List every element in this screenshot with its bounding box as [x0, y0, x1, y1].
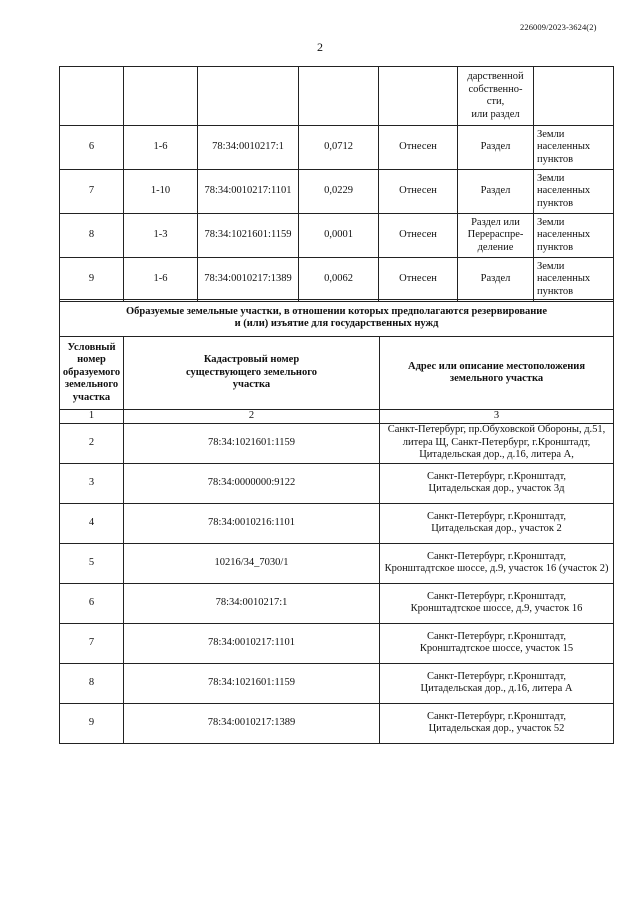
plot-number-cell: 5 — [60, 543, 124, 583]
plot-number-cell: 2 — [60, 423, 124, 463]
header-line: земельного участка — [449, 373, 544, 384]
cell-line: Раздел — [480, 185, 511, 197]
heading-line: Образуемые земельные участки, в отношении которых предполагаются резервирование — [126, 305, 547, 317]
cell-line: Цитадельская дор., участок 52 — [428, 723, 565, 734]
cadastral-number-cell: 78:34:0000000:9122 — [124, 463, 380, 503]
cell-line: Санкт-Петербург, г.Кронштадт, — [427, 670, 567, 682]
cell-line: собственно- — [468, 83, 523, 95]
cell-line: Санкт-Петербург, г.Кронштадт, — [427, 710, 567, 722]
cell-line: пунктов — [537, 197, 574, 209]
row-number-cell: 8 — [60, 214, 124, 258]
table-row — [60, 463, 614, 503]
table-row — [60, 126, 614, 170]
area-cell: 0,0712 — [299, 126, 379, 170]
heading-line: и (или) изъятие для государственных нужд — [234, 318, 439, 329]
cell-line: сти, — [486, 96, 505, 107]
table-row — [60, 703, 614, 743]
cadastral-number-cell: 78:34:0010217:1389 — [124, 703, 380, 743]
code-cell: 1-3 — [124, 214, 198, 258]
address-cell — [380, 583, 614, 623]
code-cell: 1-10 — [124, 170, 198, 214]
cell-line: Раздел или — [471, 216, 520, 228]
cell-line: Цитадельская дор., участок 3д — [428, 483, 565, 494]
land-category-cell — [534, 126, 614, 170]
cell-line: Земли — [537, 172, 565, 184]
cell-line: Санкт-Петербург, г.Кронштадт, — [427, 510, 567, 522]
table-heading — [60, 300, 614, 337]
area-cell: 0,0229 — [299, 170, 379, 214]
col-header-plot-number — [60, 337, 124, 410]
table-row — [60, 170, 614, 214]
table-cell — [534, 67, 614, 126]
cell-line: Санкт-Петербург, г.Кронштадт, — [427, 590, 567, 602]
cell-line: литера Щ, Санкт-Петербург, г.Кронштадт, — [402, 436, 591, 448]
header-line: земельного — [64, 379, 119, 391]
ownership-method-cell — [458, 67, 534, 126]
table-row — [60, 258, 614, 302]
header-line: участка — [72, 391, 111, 403]
plot-number-cell: 4 — [60, 503, 124, 543]
cell-line: Кронштадтское шоссе, д.9, участок 16 — [410, 603, 583, 614]
method-cell — [458, 214, 534, 258]
column-number-row — [60, 410, 614, 424]
cell-line: Цитадельская дор., участок 2 — [431, 523, 562, 534]
plot-number-cell: 8 — [60, 663, 124, 703]
cell-line: пунктов — [537, 153, 574, 165]
cell-line: Раздел — [480, 273, 511, 285]
header-line: образуемого — [62, 366, 121, 378]
table-row — [60, 623, 614, 663]
cell-line: Кронштадтское шоссе, участок 15 — [419, 643, 574, 654]
plot-number-cell: 3 — [60, 463, 124, 503]
cell-line: Цитадельская дор., д.16, литера А, — [419, 449, 574, 461]
land-category-cell — [534, 214, 614, 258]
row-number-cell: 9 — [60, 258, 124, 302]
cell-line: Земли — [537, 128, 565, 140]
reservation-plots-table — [59, 299, 614, 744]
cell-line: дарственной — [467, 71, 524, 82]
col-number: 1 — [60, 410, 124, 424]
address-cell — [380, 543, 614, 583]
table-row — [60, 583, 614, 623]
column-header-row — [60, 337, 614, 410]
land-category-cell — [534, 170, 614, 214]
header-line: Кадастровый номер — [203, 354, 300, 366]
continued-row — [60, 67, 614, 126]
address-cell — [380, 423, 614, 463]
cell-line: Санкт-Петербург, г.Кронштадт, — [427, 550, 567, 562]
col-header-address — [380, 337, 614, 410]
method-cell — [458, 170, 534, 214]
cadastral-number-cell: 78:34:0010216:1101 — [124, 503, 380, 543]
plot-number-cell: 9 — [60, 703, 124, 743]
header-line: существующего земельного — [186, 366, 317, 378]
cadastral-number-cell: 78:34:1021601:1159 — [124, 663, 380, 703]
cell-line: пунктов — [537, 241, 574, 253]
cadastral-number-cell: 78:34:0010217:1 — [198, 126, 299, 170]
address-cell — [380, 463, 614, 503]
address-cell — [380, 623, 614, 663]
cadastral-number-cell: 78:34:0010217:1389 — [198, 258, 299, 302]
code-cell: 1-6 — [124, 126, 198, 170]
cell-line: населенных — [537, 185, 591, 197]
cadastral-number-cell: 78:34:0010217:1 — [124, 583, 380, 623]
table-cell — [198, 67, 299, 126]
address-cell — [380, 503, 614, 543]
cell-line: Земли — [537, 216, 565, 228]
table-heading-row — [60, 300, 614, 337]
table-cell — [124, 67, 198, 126]
header-line: номер — [77, 354, 106, 366]
table-row — [60, 503, 614, 543]
method-cell — [458, 258, 534, 302]
cell-line: Санкт-Петербург, г.Кронштадт, — [427, 470, 567, 482]
table-row — [60, 663, 614, 703]
status-cell: Отнесен — [379, 170, 458, 214]
cell-line: Санкт-Петербург, пр.Обуховской Обороны, д.51, — [387, 424, 606, 436]
col-header-cadastral-number — [124, 337, 380, 410]
cell-line: пунктов — [537, 285, 574, 297]
cadastral-number-cell: 10216/34_7030/1 — [124, 543, 380, 583]
table-cell — [60, 67, 124, 126]
table-row — [60, 214, 614, 258]
address-cell — [380, 663, 614, 703]
cadastral-number-cell: 78:34:1021601:1159 — [198, 214, 299, 258]
col-number: 3 — [380, 410, 614, 424]
area-cell: 0,0062 — [299, 258, 379, 302]
document-number: 226009/2023-3624(2) — [520, 22, 597, 32]
cadastral-number-cell: 78:34:0010217:1101 — [198, 170, 299, 214]
status-cell: Отнесен — [379, 214, 458, 258]
area-cell: 0,0001 — [299, 214, 379, 258]
header-line: участка — [232, 379, 271, 391]
cell-line: Санкт-Петербург, г.Кронштадт, — [427, 630, 567, 642]
cell-line: Перераспре- — [467, 229, 524, 241]
cell-line: населенных — [537, 229, 591, 241]
method-cell — [458, 126, 534, 170]
cell-line: Раздел — [480, 141, 511, 153]
cell-line: Кронштадтское шоссе, д.9, участок 16 (участок 2) — [384, 563, 609, 574]
header-line: Условный — [67, 341, 116, 353]
status-cell: Отнесен — [379, 126, 458, 170]
row-number-cell: 7 — [60, 170, 124, 214]
plot-number-cell: 7 — [60, 623, 124, 663]
table-row — [60, 423, 614, 463]
cadastral-number-cell: 78:34:1021601:1159 — [124, 423, 380, 463]
table-cell — [379, 67, 458, 126]
page-number: 2 — [317, 40, 323, 54]
cadastral-number-cell: 78:34:0010217:1101 — [124, 623, 380, 663]
plot-number-cell: 6 — [60, 583, 124, 623]
cell-line: Цитадельская дор., д.16, литера А — [420, 683, 573, 694]
cell-line: или раздел — [471, 108, 520, 120]
cell-line: населенных — [537, 273, 591, 285]
cell-line: населенных — [537, 141, 591, 153]
cell-line: деление — [477, 241, 514, 253]
status-cell: Отнесен — [379, 258, 458, 302]
land-plots-table-continued — [59, 66, 614, 302]
land-category-cell — [534, 258, 614, 302]
table-cell — [299, 67, 379, 126]
address-cell — [380, 703, 614, 743]
col-number: 2 — [124, 410, 380, 424]
code-cell: 1-6 — [124, 258, 198, 302]
header-line: Адрес или описание местоположения — [408, 360, 586, 372]
table-row — [60, 543, 614, 583]
row-number-cell: 6 — [60, 126, 124, 170]
cell-line: Земли — [537, 260, 565, 272]
